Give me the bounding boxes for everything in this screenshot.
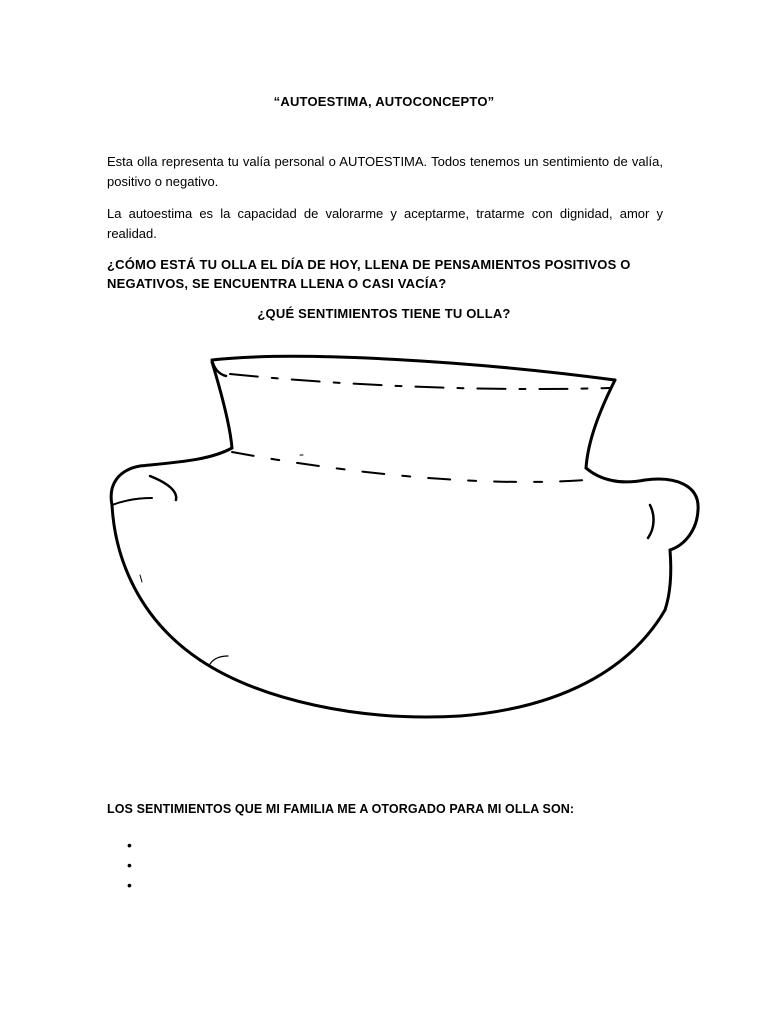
intro-paragraph: Esta olla representa tu valía personal o AUTOESTIMA. Todos tenemos un sentimiento de valía, positivo o negativo. xyxy=(107,154,663,189)
family-feelings-heading: LOS SENTIMIENTOS QUE MI FAMILIA ME A OTORGADO PARA MI OLLA SON: xyxy=(107,802,575,816)
definition-paragraph: La autoestima es la capacidad de valorarme y aceptarme, tratarme con dignidad, amor y realidad. xyxy=(107,206,663,241)
page-title: “AUTOESTIMA, AUTOCONCEPTO” xyxy=(273,94,495,109)
list-item xyxy=(127,875,139,895)
pot-question: ¿CÓMO ESTÁ TU OLLA EL DÍA DE HOY, LLENA DE PENSAMIENTOS POSITIVOS O NEGATIVOS, SE ENCUENTRA LLENA O CASI VACÍA? xyxy=(107,257,631,291)
list-item xyxy=(127,835,139,855)
feelings-question: ¿QUÉ SENTIMIENTOS TIENE TU OLLA? xyxy=(257,306,511,321)
feelings-bullet-list xyxy=(127,835,139,895)
list-item xyxy=(127,855,139,875)
clay-pot-outline-icon xyxy=(100,345,710,730)
